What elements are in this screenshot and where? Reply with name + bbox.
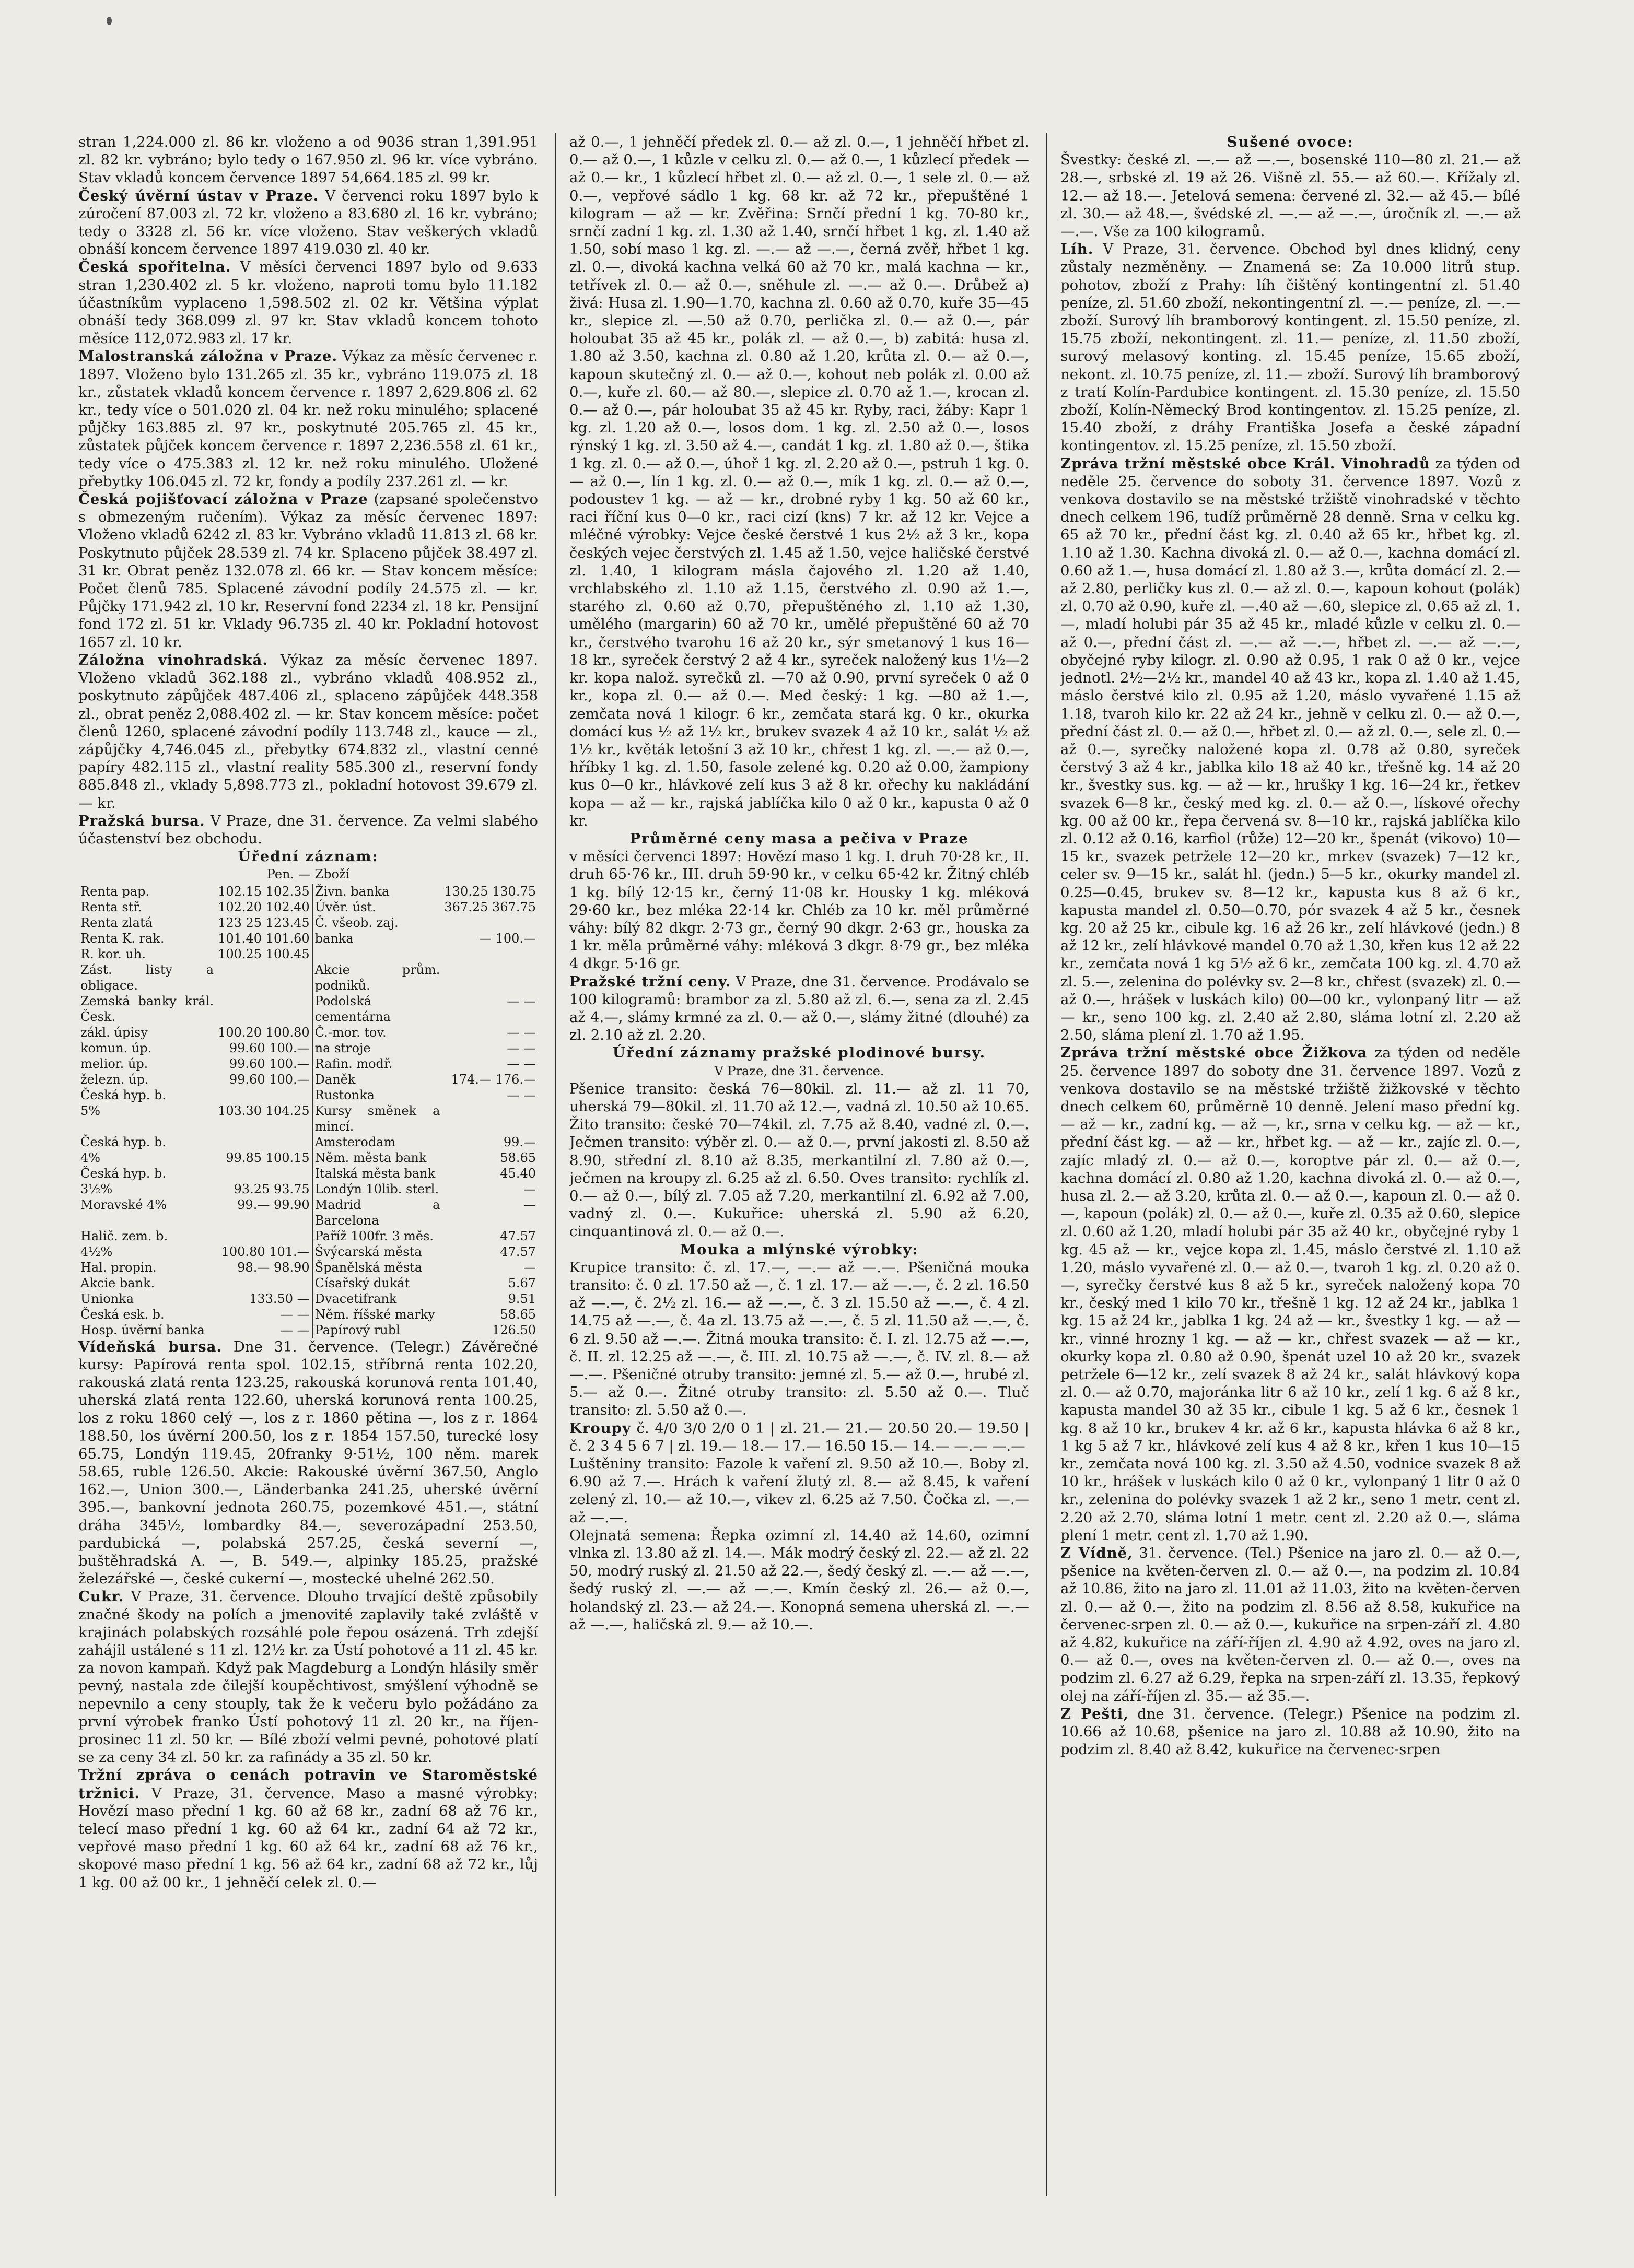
exchange-cell: 101.40 101.60	[218, 931, 310, 946]
exchange-cell: — —	[507, 993, 536, 1008]
exchange-row	[78, 1040, 538, 1056]
paragraph: V Praze, 31. července. Maso a masné výrobky: Hovězí maso přední 1 kg. 60 až 68 kr., zadní 68 až 76 kr., telecí maso přední 1 kg. 60 až 64 kr., zadní 64 až 72 kr., vepřové maso přední 1 kg. 60 až 64 kr., zadní 68 až 76 kr., skopové maso přední 1 kg. 56 až 64 kr., zadní 68 až 72 kr., lůj 1 kg. 00 až 00 kr., 1 jehněčí celek zl. 0.—	[78, 1784, 538, 1891]
section-heading: Česká spořitelna.	[78, 258, 231, 276]
exchange-row	[78, 1072, 538, 1087]
exchange-cell	[216, 1275, 312, 1291]
section-heading: Z Pešti,	[1060, 1705, 1129, 1722]
exchange-cell: Halič. zem. b.	[80, 1228, 168, 1243]
paragraph: V měsíci červenci 1897 bylo od 9.633 stran 1,230.402 zl. 5 kr. vloženo, naproti tomu bylo 11.182 účastníkům vyplaceno 1,598.502 zl. 02 kr. Většina výplat obnáší tedy 368.099 zl. 97 kr. Stav vkladů koncem tohoto měsíce 112,072.983 zl. 17 kr.	[78, 258, 538, 347]
section-heading: Úřední záznamy pražské plodinové bursy.	[612, 1044, 986, 1062]
exchange-cell	[216, 1087, 312, 1103]
paragraph: Výkaz za měsíc červenec 1897. Vloženo vkladů 362.188 zl., vybráno vkladů 408.952 zl., poskytnuto zápůjček 487.406 zl., splaceno zápůjček 448.358 zl., obrat peněz 2,088.402 zl. — kr. Stav koncem měsíce: počet členů 1260, splacené závodní podíly 113.748 zl., kauce — zl., zápůjčky 4,746.045 zl., přebytky 674.832 zl., vlastní cenné papíry 482.115 zl., vlastní reality 585.300 zl., reservní fondy 885.848 zl., vklady 5,898.773 zl., pokladní hotovost 39.679 zl. — kr.	[78, 651, 538, 812]
exchange-cell: komun. úp.	[80, 1040, 152, 1055]
exchange-row	[78, 1056, 538, 1072]
section-heading: Líh.	[1060, 241, 1094, 258]
exchange-cell: — 100.—	[478, 931, 536, 946]
column-rule	[1046, 133, 1047, 2196]
exchange-row	[78, 1260, 538, 1275]
exchange-cell: Úvěr. úst.	[312, 899, 442, 915]
exchange-cell: Č.-mor. tov.	[312, 1025, 442, 1040]
exchange-cell	[442, 1103, 538, 1134]
exchange-cell: 5.67	[508, 1275, 536, 1290]
exchange-cell: 99.—	[503, 1134, 536, 1149]
exchange-cell: Císařský dukát	[312, 1275, 442, 1291]
exchange-cell	[216, 1228, 312, 1244]
exchange-cell: — —	[507, 1025, 536, 1040]
exchange-cell: 99.60 100.—	[229, 1072, 310, 1087]
exchange-cell: Akcie prům. podniků.	[312, 962, 442, 993]
exchange-cell: Česká esk. b.	[80, 1307, 165, 1322]
exchange-cell: 45.40	[500, 1166, 536, 1181]
exchange-cell: 47.57	[500, 1244, 536, 1259]
exchange-cell: 99.85 100.15	[226, 1150, 310, 1165]
exchange-cell: — —	[507, 1087, 536, 1102]
page-mark	[107, 17, 112, 25]
exchange-cell: Něm. říšské marky	[312, 1307, 442, 1322]
paragraph: za týden od neděle 25. července 1897 do soboty dne 31. července 1897. Vozů z venkova dostavilo se na městské tržiště žižkovské v těchto dnech celkem 60, průměrně 10 denně. Jelení maso přední kg. — až — kr., zadní kg. — až —, kr., srna v celku kg. — až — kr., přední část kg. — až — kr., hřbet kg. — až — kr., zajíc zl. 0.—, zajíc mladý zl. 0.— až 0.—, koroptve pár zl. 0.— až 0.—, kachna domácí zl. 0.80 až 1.20, kachna divoká zl. 0.— až 0.—, husa zl. 2.— až 3.20, krůta zl. 0.— až 0.—, kapoun zl. 0.— až 0.—, kapoun (polák) zl. 0.— až 0.—, kuře zl. 0.35 až 0.60, slepice zl. 0.60 až 1.20, mladí holubi pár 35 až 40 kr., obyčejné ryby 1 kg. 45 až — kr., vejce kopa zl. 1.45, máslo čerstvé zl. 1.10 až 1.20, máslo vyvařené zl. 0.— až 0.—, tvaroh 1 kg. zl. 0.20 až 0.—, syrečky čerstvé kus 8 až 5 kr., syreček naložený kopa 70 kr., český med 1 kilo 70 kr., třešně 1 kg. 12 až 24 kr., jablka 1 kg. 15 až 24 kr., jablka 1 kg. 24 až — kr., švestky 1 kg. — až — kr., vinné hrozny 1 kg. — až — kr., chřest svazek — až — kr., okurky kopa zl. 0.80 až 0.90, špenát uzel 10 až 20 kr., svazek petržele 6—12 kr., zelí svazek 8 až 24 kr., salát hlávkový kopa zl. 0.— až 0.70, majoránka litr 6 až 10 kr., zelí 1 kg. 6 až 8 kr., kapusta mandel 30 až 35 kr., cibule 1 kg. 5 až 6 kr., česnek 1 kg. 8 až 10 kr., brukev 4 kr. až 6 kr., kapusta hlávka 6 až 8 kr., 1 kg 5 až 7 kr., hlávkové zelí kus 4 až 8 kr., křen 1 kus 10—15 kr., zemčata nová 100 kg. zl. 3.50 až 4.50, vodnice svazek 8 až 10 kr., hrášek v luskách kilo 0 až 0 kr., vylonpaný 1 litr 0 až 0 kr., zelenina do polévky svazek 1 až 2 kr., seno 1 metr. cent zl. 2.20 až 2.70, sláma lotní 1 metr. cent zl. 2.20 až 0.—, sláma plení 1 metr. cent zl. 1.70 až 1.90.	[1060, 1044, 1520, 1544]
paragraph: Švestky: české zl. —.— až —.—, bosenské 110—80 zl. 21.— až 28.—, srbské zl. 19 až 26. Višně zl. 55.— až 60.—. Křížaly zl. 12.— až 18.—. Jetelová semena: červené zl. 32.— až 45.— bílé zl. 30.— až 48.—, švédské zl. —.— až —.—, úročník zl. —.— až —.—. Vše za 100 kilogramů.	[1060, 151, 1520, 240]
column-right	[1060, 133, 1520, 2196]
section-heading: Pražská bursa.	[78, 812, 205, 829]
exchange-cell: 102.15 102.35	[218, 884, 310, 899]
exchange-cell: 100.25 100.45	[218, 946, 310, 961]
exchange-cell: 4%	[80, 1150, 101, 1165]
exchange-head: Pen. — Zboží	[266, 867, 350, 882]
exchange-cell: banka	[312, 931, 442, 946]
exchange-cell: Madrid a Barcelona	[312, 1197, 442, 1228]
exchange-cell: Zást. listy a obligace.	[80, 962, 214, 993]
exchange-cell: Italská města bank	[312, 1166, 442, 1181]
exchange-cell: Česká hyp. b.	[80, 1134, 166, 1149]
section-heading: Záložna vinohradská.	[78, 651, 268, 668]
kroupy-label: Kroupy	[569, 1419, 631, 1437]
exchange-cell: 102.20 102.40	[218, 899, 310, 914]
exchange-cell: Podolská cementárna	[312, 993, 442, 1025]
dateline: V Praze, dne 31. července.	[714, 1063, 884, 1078]
exchange-row	[78, 1307, 538, 1322]
exchange-cell: 5%	[80, 1103, 101, 1118]
exchange-row	[78, 899, 538, 915]
exchange-cell: Renta pap.	[80, 884, 149, 899]
exchange-cell: Paříž 100fr. 3 měs.	[312, 1228, 442, 1244]
exchange-title: Úřední záznam:	[238, 848, 379, 865]
exchange-row	[78, 1087, 538, 1103]
exchange-cell: — —	[281, 1307, 310, 1322]
exchange-row	[78, 1103, 538, 1134]
exchange-row	[78, 1244, 538, 1260]
exchange-cell: Papírový rubl	[312, 1322, 442, 1338]
exchange-cell: 100.20 100.80	[218, 1025, 310, 1040]
paragraph: V Praze, dne 31. července. Prodávalo se 100 kilogramů: brambor za zl. 5.80 až zl. 6.—, sena za zl. 2.45 až 4.—, slámy krmné za zl. 0.— až 0.—, slámy žitné (dlouhé) za zl. 2.10 až zl. 2.20.	[569, 973, 1029, 1044]
exchange-cell: 9.51	[508, 1291, 536, 1306]
exchange-row	[78, 1275, 538, 1291]
exchange-cell: Moravské 4%	[80, 1197, 167, 1212]
exchange-cell: Renta zlatá	[80, 915, 153, 930]
newspaper-page	[78, 133, 1557, 2196]
exchange-cell	[216, 993, 312, 1025]
section-heading: Průměrné ceny masa a pečiva v Praze	[629, 830, 969, 847]
exchange-cell: železn. úp.	[80, 1072, 149, 1087]
exchange-cell	[216, 1134, 312, 1150]
exchange-cell: Kursy směnek a mincí.	[312, 1103, 442, 1134]
exchange-cell: 47.57	[500, 1228, 536, 1243]
exchange-cell: 174.— 176.—	[451, 1072, 536, 1087]
subsection-heading: Mouka a mlýnské výrobky:	[680, 1241, 919, 1258]
paragraph: stran 1,224.000 zl. 86 kr. vloženo a od 9036 stran 1,391.951 zl. 82 kr. vybráno; bylo tedy o 167.950 zl. 96 kr. více vybráno. Stav vkladů koncem července 1897 54,664.185 zl. 99 kr.	[78, 134, 538, 186]
exchange-cell: 3½%	[80, 1181, 113, 1196]
exchange-cell	[312, 946, 442, 962]
exchange-cell	[216, 962, 312, 993]
exchange-row	[78, 1197, 538, 1228]
exchange-cell: — —	[507, 1056, 536, 1071]
section-heading: Sušené ovoce:	[1227, 134, 1354, 150]
exchange-cell: Č. všeob. zaj.	[312, 915, 442, 931]
section-heading: Český úvěrní ústav v Praze.	[78, 187, 319, 204]
exchange-row	[78, 1134, 538, 1150]
section-heading: Vídeňská bursa.	[78, 1338, 223, 1355]
exchange-cell: zákl. úpisy	[80, 1025, 148, 1040]
paragraph: za týden od neděle 25. července do soboty 31. července 1897. Vozů z venkova dostavilo se na městské tržiště vinohradské v těchto dnech celkem 196, tudíž průměrně 28 denně. Srna v celku kg. 65 až 70 kr., přední část kg. zl. 0.40 až 65 kr., hřbet kg. zl. 1.10 až 1.30. Kachna divoká zl. 0.— až 0.—, kachna domácí zl. 0.60 až 1.—, husa domácí zl. 1.80 až 3.—, krůta domácí zl. 2.— až 2.80, perličky kus zl. 0.— až zl. 0.—, kapoun kohout (polák) zl. 0.70 až 0.90, kuře zl. —.40 až —.60, slepice zl. 0.65 až zl. 1.—, mladí holubi pár 35 až 45 kr., mladé kůzle v celku zl. 0.— až 0.—, přední část zl. —.— až —.—, hřbet zl. —.— až —.—, obyčejné ryby kilogr. zl. 0.90 až 0.95, 1 rak 0 až 0 kr., vejce jednotl. 2½—2½ kr., mandel 40 až 43 kr., kopa zl. 1.40 až 1.45, máslo čerstvé kilo zl. 0.95 až 1.20, máslo vyvařené 1.15 až 1.18, tvaroh kilo kr. 22 až 24 kr., jehně v celku zl. 0.— až 0.—, přední část zl. 0.— až 0.—, hřbet zl. 0.— až zl. 0.—, sele zl. 0.— až 0.—, syrečky naložené kopa zl. 0.78 až 0.80, syreček čerstvý 3 až 4 kr., jablka kilo 18 až 40 kr., třešně kg. 14 až 20 kr., švestky sus. kg. — až — kr., hrušky 1 kg. 16—24 kr., řetkev svazek 6—8 kr., český med kg. zl. 0.— až 0.—, lískové ořechy kg. 00 až 00 kr., řepa červená sv. 8—10 kr., rajská jablíčka kilo zl. 0.12 až 0.16, karfiol (růže) 12—20 kr., špenát (vikovo) 10—15 kr., svazek petržele 12—20 kr., mrkev (svazek) 7—12 kr., celer sv. 9—15 kr., salát hl. (jedn.) 5—5 kr., okurky mandel zl. 0.25—0.45, brukev sv. 8—12 kr., kapusta kus 8 až 6 kr., kapusta mandel zl. 0.50—0.70, pór svazek 4 až 5 kr., česnek kg. 20 až 25 kr., cibule kg. 16 až 26 kr., zelí hlávkové (jedn.) 8 až 12 kr., zelí hlávkové mandel 0.70 až 1.30, křen kus 12 až 22 kr., zemčata nová 1 kg 5½ až 6 kr., zemčata 100 kg. zl. 4.70 až zl. 5.—, zelenina do polévky sv. 2—8 kr., chřest (svazek) zl. 0.— až 0.—, hrášek v luskách kilo) 00—00 kr., vylonpaný litr — až — kr., seno 100 kg. zl. 2.40 až 2.80, sláma lotní zl. 2.20 až 2.50, sláma plení zl. 1.70 až 1.95.	[1060, 455, 1520, 1044]
exchange-table	[78, 884, 538, 1338]
section-heading: Pražské tržní ceny.	[569, 973, 731, 990]
paragraph: Luštěniny transito: Fazole k vaření zl. 9.50 až 10.—. Boby zl. 6.90 až 7.—. Hrách k vaření žlutý zl. 8.— až 8.45, k vaření zelený zl. 10.— až 10.—, vikev zl. 6.25 až 7.50. Čočka zl. —.— až —.—.	[569, 1455, 1029, 1526]
exchange-cell: Zemská banky král. Česk.	[80, 993, 214, 1024]
exchange-cell: na stroje	[312, 1040, 442, 1056]
exchange-cell: Renta stř.	[80, 899, 142, 914]
exchange-cell: Dvacetifrank	[312, 1291, 442, 1307]
section-heading: Malostranská záložna v Praze.	[78, 348, 338, 365]
section-heading: Cukr.	[78, 1588, 124, 1605]
exchange-cell: 100.80 101.—	[221, 1244, 310, 1259]
exchange-cell: 98.— 98.90	[237, 1260, 310, 1275]
exchange-cell: Unionka	[80, 1291, 134, 1306]
exchange-cell	[442, 946, 538, 962]
exchange-cell: Živn. banka	[312, 884, 442, 899]
exchange-cell: 103.30 104.25	[218, 1103, 310, 1118]
exchange-cell: R. kor. uh.	[80, 946, 146, 961]
exchange-cell: 93.25 93.75	[234, 1181, 310, 1196]
section-heading: Česká pojišťovací záložna v Praze	[78, 491, 368, 508]
exchange-row	[78, 1322, 538, 1338]
exchange-cell: Česká hyp. b.	[80, 1087, 166, 1102]
exchange-cell: Česká hyp. b.	[80, 1166, 166, 1181]
exchange-row	[78, 946, 538, 962]
paragraph: v měsíci červenci 1897: Hovězí maso 1 kg. I. druh 70·28 kr., II. druh 65·76 kr., III. druh 59·90 kr., v celku 65·42 kr. Žitný chléb 1 kg. bílý 12·15 kr., černý 11·08 kr. Housky 1 kg. mléková 29·60 kr., bez mléka 22·14 kr. Chléb za 10 kr. měl průměrné váhy: bílý 82 dkgr. 2·73 gr., černý 90 dkgr. 2·63 gr., houska za 1 kr. měla průměrné váhy: mléková 3 dkgr. 8·79 gr., bez mléka 4 dkgr. 5·16 gr.	[569, 848, 1029, 972]
exchange-cell: —	[523, 1260, 536, 1275]
exchange-cell: Hal. propin.	[80, 1260, 157, 1275]
paragraph: V červenci roku 1897 bylo k zúročení 87.003 zl. 72 kr. vloženo a 83.680 zl. 16 kr. vybráno; tedy o 3328 zl. 56 kr. více vloženo. Stav veškerých vkladů obnáší koncem července 1897 419.030 zl. 40 kr.	[78, 187, 538, 258]
section-heading: Zpráva tržní městské obce Žižkova	[1060, 1044, 1368, 1062]
section-heading: Z Vídně,	[1060, 1545, 1133, 1562]
exchange-cell: —	[523, 1197, 536, 1212]
paragraph: (zapsané společenstvo s obmezeným ručením). Výkaz za měsíc červenec 1897: Vloženo vkladů 6242 zl. 83 kr. Vybráno vkladů 11.813 zl. 68 kr. Poskytnuto půjček 28.539 zl. 74 kr. Splaceno půjček 38.497 zl. 31 kr. Obrat peněz 132.078 zl. 66 kr. — Stav koncem měsíce: Počet členů 785. Splacené závodní podíly 24.575 zl. — kr. Půjčky 171.942 zl. 10 kr. Reservní fond 2234 zl. 18 kr. Pensijní fond 172 zl. 51 kr. Vklady 96.735 zl. 40 kr. Pokladní hotovost 1657 zl. 10 kr.	[78, 491, 538, 651]
exchange-cell: Něm. města bank	[312, 1150, 442, 1166]
exchange-cell	[442, 915, 538, 931]
exchange-cell: 126.50	[492, 1322, 536, 1337]
exchange-cell: 99.— 99.90	[237, 1197, 310, 1212]
exchange-cell: Daněk	[312, 1072, 442, 1087]
exchange-row	[78, 1181, 538, 1197]
exchange-cell: 367.25 367.75	[444, 899, 536, 914]
column-rule	[555, 133, 556, 2196]
section-heading: Zpráva tržní městské obce Král. Vinohradů	[1060, 455, 1430, 472]
paragraph: Olejnatá semena: Řepka ozimní zl. 14.40 až 14.60, ozimní vlnka zl. 13.80 až zl. 14.—. Mák modrý český zl. 22.— až zl. 22 50, modrý ruský zl. 21.50 až 22.—, šedý český zl. —.— až —.—, šedý ruský zl. —.— až —.—. Kmín český zl. 26.— až 0.—, holandský zl. 23.— až 24.—. Konopná semena uherská zl. —.— až —.—, haličská zl. 9.— až 10.—.	[569, 1526, 1029, 1633]
paragraph: Krupice transito: č. zl. 17.—, —.— až —.—. Pšeničná mouka transito: č. 0 zl. 17.50 až —, č. 1 zl. 17.— až —.—, č. 2 zl. 16.50 až —.—, č. 2½ zl. 16.— až —.—, č. 3 zl. 15.50 až —.—, č. 4 zl. 14.75 až —.—, č. 4a zl. 13.75 až —.—, č. 5 zl. 11.50 až —.—, č. 6 zl. 9.50 až —.—. Žitná mouka transito: č. I. zl. 12.75 až —.—, č. II. zl. 12.25 až —.—, č. III. zl. 10.75 až —.—, č. IV. zl. 8.— až —.—. Pšeničné otruby transito: jemné zl. 5.— až 0.—, hrubé zl. 5.— až 0.—. Žitné otruby transito: zl. 5.50 až 0.—. Tluč transito: zl. 5.50 až 0.—.	[569, 1259, 1029, 1419]
exchange-row	[78, 915, 538, 931]
exchange-cell: 123 25 123.45	[218, 915, 310, 930]
exchange-cell: Amsterodam	[312, 1134, 442, 1150]
paragraph: V Praze, 31. července. Dlouho trvající deště způsobily značné škody na polích a jmenovité zaplavily také zvláště v krajinách polabských rozsáhlé pole řepou osázená. Trh zdejší zahájil ustálené s 11 zl. 12½ kr. za Ústí pohotové a 11 zl. 45 kr. za novon kampaň. Když pak Magdeburg a Londýn hlásily směr pevný, nastala zde čilejší koupěchtivost, smýšlení výhodně se nepevnilo a ceny stouply, tak že k večeru bylo požádáno za první výrobek franko Ústí pohotový 11 zl. 20 kr., na říjen-prosinec 11 zl. 50 kr. — Bílé zboží velmi pevné, pohotové platí se za ceny 34 zl. 50 kr. za rafinády a 35 zl. 50 kr.	[78, 1588, 538, 1766]
exchange-cell: Rafin. modř.	[312, 1056, 442, 1072]
exchange-cell: Londýn 10lib. sterl.	[312, 1181, 442, 1197]
exchange-cell	[442, 962, 538, 993]
exchange-cell: — —	[507, 1040, 536, 1055]
paragraph: dne 31. července. (Telegr.) Pšenice na podzim zl. 10.66 až 10.68, pšenice na jaro zl. 10.88 až 10.90, žito na podzim zl. 8.40 až 8.42, kukuřice na červenec-srpen	[1060, 1705, 1520, 1758]
exchange-cell: — —	[281, 1322, 310, 1337]
exchange-cell: 130.25 130.75	[444, 884, 536, 899]
exchange-cell: —	[523, 1181, 536, 1196]
exchange-row	[78, 1291, 538, 1307]
exchange-cell	[216, 1166, 312, 1181]
exchange-cell: Španělská města	[312, 1260, 442, 1275]
exchange-cell: Rustonka	[312, 1087, 442, 1103]
kroupy-prices: č. 4/0 3/0 2/0 0 1 | zl. 21.— 21.— 20.50 20.— 19.50 | č. 2 3 4 5 6 7 | zl. 19.— 18.— 17.— 16.50 15.— 14.— —.— —.—	[569, 1419, 1029, 1454]
column-middle	[569, 133, 1029, 2196]
exchange-cell: melior. úp.	[80, 1056, 148, 1071]
exchange-cell: 133.50 —	[249, 1291, 310, 1306]
exchange-cell: Renta K. rak.	[80, 931, 165, 946]
exchange-row	[78, 1228, 538, 1244]
exchange-row	[78, 1150, 538, 1166]
paragraph: Pšenice transito: česká 76—80kil. zl. 11.— až zl. 11 70, uherská 79—80kil. zl. 11.70 až 12.—, vadná zl. 10.50 až 10.65. Žito transito: české 70—74kil. zl. 7.75 až 8.40, vadné zl. 0.—. Ječmen transito: výběr zl. 0.— až 0.—, první jakosti zl. 8.50 až 8.90, střední zl. 8.10 až 8.35, merkantilní zl. 7.80 až 0.—, ječmen na kroupy zl. 6.25 až zl. 6.50. Oves transito: rychlík zl. 0.— až 0.—, bílý zl. 7.05 až 7.20, merkantilní zl. 6.92 až 7.00, vadný zl. 0.—. Kukuřice: uherská zl. 5.90 až 6.20, cinquantinová zl. 0.— až 0.—.	[569, 1080, 1029, 1240]
paragraph: 31. července. (Tel.) Pšenice na jaro zl. 0.— až 0.—, pšenice na květen-červen zl. 0.— až 0.—, na podzim zl. 10.84 až 10.86, žito na jaro zl. 11.01 až 11.03, žito na květen-červen zl. 0.— až 0.—, žito na podzim zl. 8.56 až 8.58, kukuřice na červenec-srpen zl. 0.— až 0.—, kukuřice na srpen-září zl. 4.80 až 4.82, kukuřice na září-říjen zl. 4.90 až 4.92, oves na jaro zl. 0.— až 0.—, oves na květen-červen zl. 0.— až 0.—, oves na podzim zl. 6.27 až 6.29, řepka na srpen-září zl. 13.35, řepkový olej na září-říjen zl. 35.— až 35.—.	[1060, 1545, 1520, 1705]
exchange-cell: 4½%	[80, 1244, 113, 1259]
exchange-cell: 58.65	[500, 1307, 536, 1322]
exchange-cell: Švýcarská města	[312, 1244, 442, 1260]
exchange-row	[78, 931, 538, 946]
exchange-row	[78, 993, 538, 1025]
section-heading: Tržní zpráva o cenách potravin ve Staroměstské tržnici.	[78, 1767, 538, 1802]
exchange-row	[78, 884, 538, 899]
exchange-row	[78, 1166, 538, 1181]
exchange-row	[78, 1025, 538, 1040]
exchange-cell: 58.65	[500, 1150, 536, 1165]
exchange-cell: Hosp. úvěrní banka	[80, 1322, 205, 1337]
exchange-cell: 99.60 100.—	[229, 1056, 310, 1071]
paragraph: Dne 31. července. (Telegr.) Závěrečné kursy: Papírová renta spol. 102.15, stříbrná renta 102.20, rakouská zlatá renta 123.25, rakouská korunová renta 101.40, uherská zlatá renta 122.60, uherská korunová renta 100.25, los z roku 1860 celý —, los z r. 1860 pětina —, los z r. 1864 188.50, los úvěrní 200.50, los z r. 1854 157.50, turecké losy 65.75, Londýn 119.45, 20franky 9·51½, 100 něm. marek 58.65, ruble 126.50. Akcie: Rakouské úvěrní 367.50, Anglo 162.—, Union 300.—, Länderbanka 241.25, uherské úvěrní 395.—, bankovní jednota 260.75, pozemkové 451.—, státní dráha 345½, lombardky 84.—, severozápadní 253.50, pardubická —, polabská 257.25, česká severní —, buštěhradská A. —, B. 549.—, alpinky 185.25, pražské železářské —, české cukerní —, mostecké uhelné 262.50.	[78, 1338, 538, 1588]
paragraph: V Praze, 31. července. Obchod byl dnes klidný, ceny zůstaly nezměněny. — Znamená se: Za 10.000 litrů stup. pohotov, zboží z Prahy: líh čištěný kontingentní zl. 51.40 peníze, zl. 51.60 zboží, nekontingentní zl. —.— peníze, zl. —.— zboží. Surový líh bramborový kontingent. zl. 15.50 peníze, zl. 15.75 zboží, nekontingent. zl. 11.— peníze, zl. 11.50 zboží, surový melasový konting. zl. 15.45 peníze, 15.65 zboží, nekont. zl. 10.75 peníze, zl. 11.— zboží. Surový líh bramborový z tratí Kolín-Pardubice kontingent. zl. 15.30 peníze, zl. 15.50 zboží, Kolín-Německý Brod kontingentov. zl. 15.25 peníze, zl. 15.40 zboží, z dráhy Františka Josefa a české západní kontingentov. zl. 15.25 peníze, zl. 15.50 zboží.	[1060, 241, 1520, 454]
exchange-row	[78, 962, 538, 993]
exchange-cell: 99.60 100.—	[229, 1040, 310, 1055]
paragraph: až 0.—, 1 jehněčí předek zl. 0.— až zl. 0.—, 1 jehněčí hřbet zl. 0.— až 0.—, 1 kůzle v celku zl. 0.— až 0.—, 1 kůzlecí předek — až 0.— kr., 1 kůzlecí hřbet zl. 0.— až zl. 0.—, 1 sele zl. 0.— až 0.—, vepřové sádlo 1 kg. 68 kr. až 72 kr., přepuštěné 1 kilogram — až — kr. Zvěřina: Srnčí přední 1 kg. 70-80 kr., srnčí zadní 1 kg. zl. 1.30 až 1.40, srnčí hřbet 1 kg. zl. 1.40 až 1.50, sobí maso 1 kg. zl. —.— až —.—, černá zvěř, hřbet 1 kg. zl. 0.—, divoká kachna velká 60 až 70 kr., malá kachna — kr., tetřívek zl. 0.— až 0.—, sněhule zl. —.— až 0.—. Drůbež a) živá: Husa zl. 1.90—1.70, kachna zl. 0.60 až 0.70, kuře 35—45 kr., slepice zl. —.50 až 0.70, perlička zl. 0.— až 0.—, pár holoubat 35 až 45 kr., polák zl. — až 0.—, b) zabitá: husa zl. 1.80 až 3.50, kachna zl. 0.80 až 1.20, krůta zl. 0.— až 0.—, kapoun skutečný zl. 0.— až 0.—, kohout neb polák zl. 0.00 až 0.—, kuře zl. 60.— až 80.—, slepice zl. 0.70 až 1.—, krocan zl. 0.— až 0.—, pár holoubat 35 až 45 kr. Ryby, raci, žáby: Kapr 1 kg. zl. 1.20 až 0.—, losos dom. 1 kg. zl. 2.50 až 0.—, losos rýnský 1 kg. zl. 3.50 až 4.—, candát 1 kg. zl. 1.80 až 0.—, štika 1 kg. zl. 0.— až 0.—, úhoř 1 kg. zl. 2.20 až 0.—, pstruh 1 kg. 0.— až 0.—, lín 1 kg. zl. 0.— až 0.—, mík 1 kg. zl. 0.— až 0.—, podoustev 1 kg. — až — kr., drobné ryby 1 kg. 50 až 60 kr., raci říční kus 0—0 kr., raci cizí (kns) 7 kr. až 12 kr. Vejce a mléčné výrobky: Vejce české čerstvé 1 kus 2½ až 3 kr., kopa českých vejec čerstvých zl. 1.45 až 1.50, vejce haličské čerstvé zl. 1.40, 1 kilogram másla čajového zl. 1.20 až 1.40, vrchlabského zl. 1.10 až 1.15, čerstvého zl. 0.90 až 1.—, starého zl. 0.60 až 0.70, přepuštěného zl. 1.10 až 1.30, umělého (margarin) 60 až 70 kr., umělé přepuštěné 60 až 70 kr., čerstvého tvarohu 16 až 20 kr., sýr smetanový 1 kus 16—18 kr., syreček čerstvý 2 až 4 kr., syreček naložený kus 1½—2 kr. kopa nalož. syrečků zl. —70 až 0.90, první syreček 0 až 0 kr., kopa zl. 0.— až 0.—. Med český: 1 kg. —80 až 1.—, zemčata nová 1 kilogr. 6 kr., zemčata stará kg. 0 kr., okurka domácí kus ½ až 1½ kr., brukev svazek 4 až 10 kr., salát ½ až 1½ kr., květák letošní 3 až 10 kr., chřest 1 kg. zl. —.— až 0.—, hříbky 1 kg. zl. 1.50, fasole zelené kg. 0.20 až 0.00, žampiony kus 0—0 kr., hlávkové zelí kus 3 až 8 kr. ořechy ku nakládání kopa — až — kr., rajská jablíčka kilo 0 až 0 kr., kapusta 0 až 0 kr.	[569, 134, 1029, 829]
paragraph: V Praze, dne 31. července. Za velmi slabého účastenství bez obchodu.	[78, 812, 538, 847]
exchange-cell: Akcie bank.	[80, 1275, 155, 1290]
paragraph: Výkaz za měsíc červenec r. 1897. Vloženo bylo 131.265 zl. 35 kr., vybráno 119.075 zl. 18 kr., zůstatek vkladů koncem července r. 1897 2,629.806 zl. 62 kr., tedy více o 501.020 zl. 04 kr. než roku minulého; splacené půjčky 163.885 zl. 97 kr., poskytnuté 205.765 zl. 45 kr., zůstatek půjček koncem července r. 1897 2,236.558 zl. 61 kr., tedy více o 475.383 zl. 12 kr. než roku minulého. Uložené přebytky 106.045 zl. 72 kr, fondy a podíly 237.261 zl. — kr.	[78, 348, 538, 490]
column-left	[78, 133, 538, 2196]
